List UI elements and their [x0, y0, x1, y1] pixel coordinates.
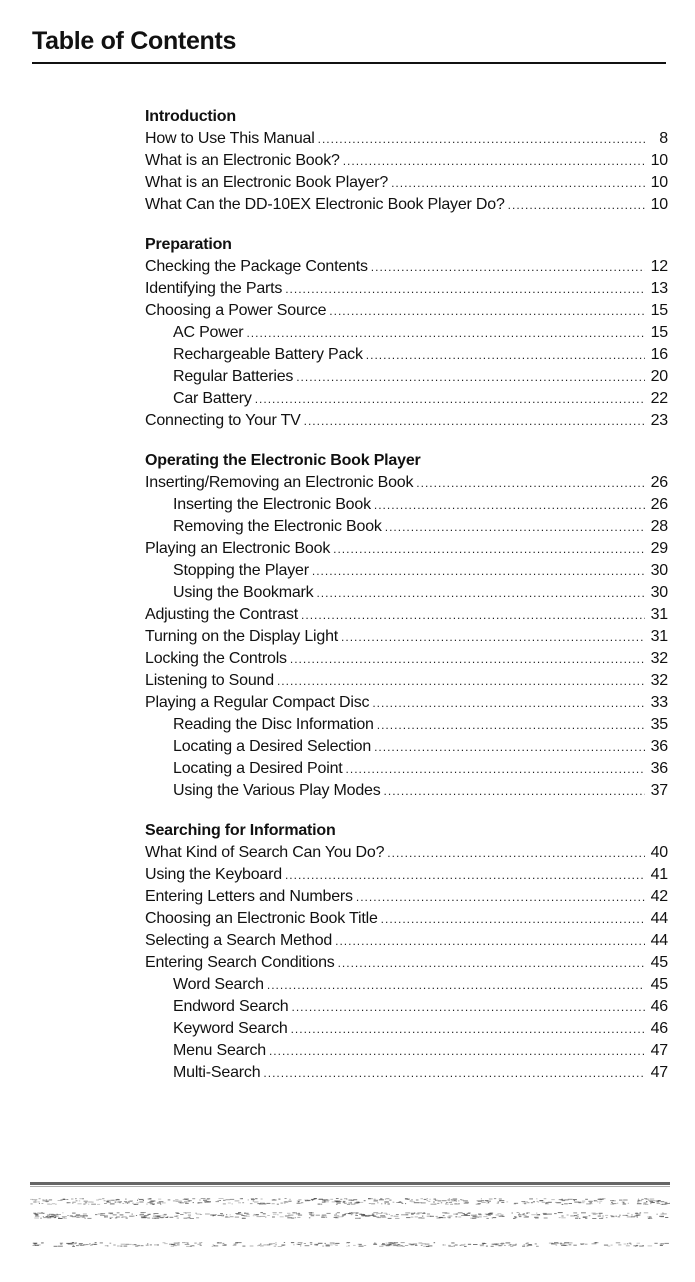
toc-entry	[145, 604, 668, 626]
toc-entry	[145, 842, 668, 864]
entry-page-number: 29	[650, 540, 668, 557]
scan-artifact-band	[30, 1176, 670, 1256]
entry-label: What Can the DD-10EX Electronic Book Player Do?	[145, 196, 505, 213]
toc-entry	[145, 366, 668, 388]
toc-entry	[145, 648, 668, 670]
entry-label: Car Battery	[173, 390, 252, 407]
dot-leader	[285, 278, 645, 300]
entry-page-number: 10	[650, 196, 668, 213]
toc-section	[145, 106, 668, 216]
dot-leader	[277, 670, 645, 692]
dot-leader	[384, 780, 645, 802]
dot-leader	[291, 1018, 645, 1040]
entry-page-number: 36	[650, 760, 668, 777]
dot-leader	[263, 1062, 645, 1084]
toc-entry	[145, 996, 668, 1018]
dot-leader	[296, 366, 645, 388]
entry-label: Reading the Disc Information	[173, 716, 374, 733]
dot-leader	[387, 842, 645, 864]
entry-label: Choosing a Power Source	[145, 302, 327, 319]
toc-section	[145, 234, 668, 432]
entry-label: Turning on the Display Light	[145, 628, 339, 645]
entry-page-number: 46	[650, 998, 668, 1015]
toc-entry	[145, 582, 668, 604]
entry-page-number: 32	[650, 672, 668, 689]
dot-leader	[372, 692, 645, 714]
toc-entry	[145, 322, 668, 344]
toc-entry	[145, 516, 668, 538]
dot-leader	[371, 256, 645, 278]
entry-label: Stopping the Player	[173, 562, 309, 579]
dot-leader	[374, 736, 645, 758]
toc-entry	[145, 626, 668, 648]
entry-label: Adjusting the Contrast	[145, 606, 299, 623]
entry-label: Locking the Controls	[145, 650, 287, 667]
entry-label: Entering Letters and Numbers	[145, 888, 353, 905]
toc-entry	[145, 736, 668, 758]
section-heading: Searching for Information	[145, 822, 336, 839]
toc-entry	[145, 194, 668, 216]
entry-page-number: 46	[650, 1020, 668, 1037]
entry-page-number: 31	[650, 606, 668, 623]
dot-leader	[385, 516, 645, 538]
toc-entry	[145, 1062, 668, 1084]
dot-leader	[312, 560, 645, 582]
entry-label: What Kind of Search Can You Do?	[145, 844, 385, 861]
entry-page-number: 44	[650, 910, 668, 927]
toc-entry	[145, 974, 668, 996]
entry-label: Menu Search	[173, 1042, 266, 1059]
entry-label: Listening to Sound	[145, 672, 274, 689]
section-heading: Preparation	[145, 236, 232, 253]
entry-label: Inserting the Electronic Book	[173, 496, 371, 513]
entry-page-number: 8	[659, 130, 668, 147]
dot-leader	[356, 886, 645, 908]
toc-entry	[145, 472, 668, 494]
entry-page-number: 31	[650, 628, 668, 645]
entry-page-number: 20	[650, 368, 668, 385]
entry-page-number: 47	[650, 1042, 668, 1059]
entry-label: Playing a Regular Compact Disc	[145, 694, 370, 711]
dot-leader	[391, 172, 645, 194]
dot-leader	[377, 714, 645, 736]
entry-page-number: 10	[650, 174, 668, 191]
dot-leader	[416, 472, 645, 494]
entry-label: Locating a Desired Point	[173, 760, 343, 777]
entry-page-number: 10	[650, 152, 668, 169]
dot-leader	[316, 582, 645, 604]
entry-page-number: 30	[650, 562, 668, 579]
toc-entry	[145, 388, 668, 410]
entry-label: Word Search	[173, 976, 264, 993]
dot-leader	[374, 494, 645, 516]
entry-page-number: 30	[650, 584, 668, 601]
toc-entry	[145, 128, 668, 150]
entry-page-number: 15	[650, 324, 668, 341]
dot-leader	[508, 194, 645, 216]
toc-entry	[145, 780, 668, 802]
dot-leader	[290, 648, 645, 670]
entry-label: Checking the Package Contents	[145, 258, 368, 275]
entry-page-number: 45	[650, 954, 668, 971]
entry-label: How to Use This Manual	[145, 130, 315, 147]
section-heading: Introduction	[145, 108, 236, 125]
table-of-contents	[145, 106, 668, 1102]
entry-page-number: 47	[650, 1064, 668, 1081]
toc-entry	[145, 758, 668, 780]
entry-page-number: 12	[650, 258, 668, 275]
toc-entry	[145, 256, 668, 278]
toc-entry	[145, 150, 668, 172]
dot-leader	[255, 388, 645, 410]
toc-entry	[145, 714, 668, 736]
entry-label: Playing an Electronic Book	[145, 540, 331, 557]
dot-leader	[292, 996, 646, 1018]
entry-label: Regular Batteries	[173, 368, 294, 385]
entry-page-number: 22	[650, 390, 668, 407]
entry-label: Removing the Electronic Book	[173, 518, 382, 535]
dot-leader	[333, 538, 645, 560]
toc-entry	[145, 410, 668, 432]
entry-page-number: 35	[650, 716, 668, 733]
dot-leader	[381, 908, 645, 930]
entry-page-number: 45	[650, 976, 668, 993]
entry-label: Inserting/Removing an Electronic Book	[145, 474, 414, 491]
entry-label: What is an Electronic Book?	[145, 152, 340, 169]
toc-entry	[145, 670, 668, 692]
entry-page-number: 23	[650, 412, 668, 429]
toc-entry	[145, 300, 668, 322]
toc-entry	[145, 1018, 668, 1040]
toc-entry	[145, 886, 668, 908]
entry-page-number: 13	[650, 280, 668, 297]
entry-page-number: 26	[650, 496, 668, 513]
entry-label: AC Power	[173, 324, 244, 341]
dot-leader	[318, 128, 645, 150]
dot-leader	[338, 952, 645, 974]
entry-label: Choosing an Electronic Book Title	[145, 910, 378, 927]
dot-leader	[267, 974, 645, 996]
dot-leader	[366, 344, 645, 366]
entry-label: Endword Search	[173, 998, 289, 1015]
toc-entry	[145, 692, 668, 714]
entry-page-number: 40	[650, 844, 668, 861]
toc-section	[145, 450, 668, 802]
entry-label: Connecting to Your TV	[145, 412, 301, 429]
entry-page-number: 33	[650, 694, 668, 711]
dot-leader	[304, 410, 645, 432]
toc-entry	[145, 952, 668, 974]
entry-page-number: 41	[650, 866, 668, 883]
entry-page-number: 37	[650, 782, 668, 799]
section-heading: Operating the Electronic Book Player	[145, 452, 421, 469]
toc-section	[145, 820, 668, 1084]
entry-page-number: 16	[650, 346, 668, 363]
entry-page-number: 28	[650, 518, 668, 535]
entry-page-number: 15	[650, 302, 668, 319]
entry-page-number: 44	[650, 932, 668, 949]
entry-label: Multi-Search	[173, 1064, 261, 1081]
entry-label: Using the Keyboard	[145, 866, 282, 883]
title-divider	[32, 62, 666, 64]
entry-page-number: 26	[650, 474, 668, 491]
entry-label: Identifying the Parts	[145, 280, 283, 297]
entry-label: What is an Electronic Book Player?	[145, 174, 389, 191]
toc-entry	[145, 494, 668, 516]
entry-label: Entering Search Conditions	[145, 954, 335, 971]
entry-label: Keyword Search	[173, 1020, 288, 1037]
dot-leader	[343, 150, 645, 172]
entry-page-number: 36	[650, 738, 668, 755]
entry-label: Locating a Desired Selection	[173, 738, 372, 755]
entry-label: Using the Bookmark	[173, 584, 314, 601]
dot-leader	[329, 300, 645, 322]
entry-label: Selecting a Search Method	[145, 932, 333, 949]
toc-entry	[145, 344, 668, 366]
entry-page-number: 42	[650, 888, 668, 905]
toc-entry	[145, 172, 668, 194]
toc-entry	[145, 930, 668, 952]
toc-entry	[145, 538, 668, 560]
toc-entry	[145, 1040, 668, 1062]
dot-leader	[301, 604, 645, 626]
entry-label: Rechargeable Battery Pack	[173, 346, 363, 363]
entry-page-number: 32	[650, 650, 668, 667]
dot-leader	[341, 626, 645, 648]
toc-entry	[145, 560, 668, 582]
dot-leader	[269, 1040, 645, 1062]
toc-entry	[145, 908, 668, 930]
dot-leader	[346, 758, 645, 780]
toc-entry	[145, 278, 668, 300]
page-title: Table of Contents	[32, 27, 237, 55]
entry-label: Using the Various Play Modes	[173, 782, 381, 799]
dot-leader	[285, 864, 645, 886]
toc-entry	[145, 864, 668, 886]
dot-leader	[335, 930, 645, 952]
dot-leader	[246, 322, 645, 344]
